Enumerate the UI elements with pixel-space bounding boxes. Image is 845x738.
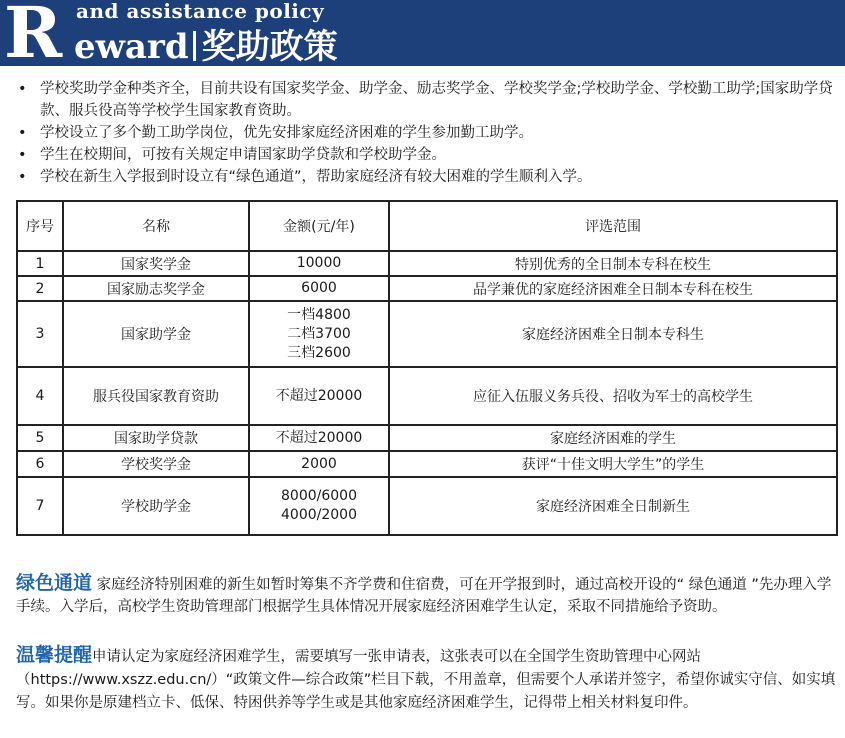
table-row [17, 477, 837, 535]
cell-name: 学校奖学金 [63, 451, 249, 477]
english-subtitle: and assistance policy [76, 0, 325, 23]
cell-amount: 6000 [249, 276, 389, 301]
cell-amount: 10000 [249, 251, 389, 276]
table-row [17, 367, 837, 425]
cell-name: 国家助学金 [63, 301, 249, 367]
cell-scope: 获评“十佳文明大学生”的学生 [389, 451, 837, 477]
cell-no: 7 [17, 477, 63, 535]
bullet-item: • 学生在校期间，可按有关规定申请国家助学贷款和学校助学金。 [16, 144, 836, 166]
cell-amount: 2000 [249, 451, 389, 477]
bullet-item: • 学校在新生入学报到时设立有“绿色通道”，帮助家庭经济有较大困难的学生顺利入学。 [16, 166, 836, 188]
cell-scope: 家庭经济困难的学生 [389, 425, 837, 451]
bullet-icon: • [18, 125, 27, 141]
cell-no: 6 [17, 451, 63, 477]
title-initial: R [4, 0, 63, 74]
cell-amount: 一档4800 二档3700 三档2600 [249, 301, 389, 367]
green-channel-text: 家庭经济特别困难的新生如暂时筹集不齐学费和住宿费，可在开学报到时，通过高校开设的“ 绿色通道 ”先办理入学手续。入学后，高校学生资助管理部门根据学生具体情况开展家庭经济困难学生认定，采取不同措施给予资助。 [16, 577, 832, 615]
cell-scope: 家庭经济困难全日制新生 [389, 477, 837, 535]
table-row [17, 276, 837, 301]
policy-bullet-list [16, 78, 836, 188]
cell-scope: 特别优秀的全日制本专科在校生 [389, 251, 837, 276]
cell-name: 国家助学贷款 [63, 425, 249, 451]
table-row [17, 301, 837, 367]
cell-no: 3 [17, 301, 63, 367]
table-row [17, 251, 837, 276]
header-scope: 评选范围 [389, 201, 837, 251]
cell-name: 服兵役国家教育资助 [63, 367, 249, 425]
cell-scope: 应征入伍服义务兵役、招收为军士的高校学生 [389, 367, 837, 425]
green-channel-heading: 绿色通道 [16, 572, 93, 594]
cell-no: 5 [17, 425, 63, 451]
table-row [17, 425, 837, 451]
bullet-icon: • [18, 169, 27, 185]
page-title [74, 28, 338, 66]
bullet-icon: • [18, 147, 27, 163]
table-row [17, 451, 837, 477]
title-english: eward [74, 27, 189, 67]
title-divider [193, 31, 196, 61]
header-name: 名称 [63, 201, 249, 251]
cell-amount: 8000/6000 4000/2000 [249, 477, 389, 535]
header-amount: 金额(元/年) [249, 201, 389, 251]
header-banner [0, 0, 845, 74]
header-no: 序号 [17, 201, 63, 251]
cell-no: 1 [17, 251, 63, 276]
green-channel-section [16, 572, 838, 618]
table-header-row [17, 201, 837, 251]
cell-no: 4 [17, 367, 63, 425]
reminder-heading: 温馨提醒 [16, 644, 93, 666]
cell-scope: 家庭经济困难全日制本专科生 [389, 301, 837, 367]
cell-amount: 不超过20000 [249, 425, 389, 451]
cell-name: 国家奖学金 [63, 251, 249, 276]
bullet-item: • 学校设立了多个勤工助学岗位，优先安排家庭经济困难的学生参加勤工助学。 [16, 122, 836, 144]
cell-amount: 不超过20000 [249, 367, 389, 425]
bullet-item: • 学校奖助学金种类齐全，目前共设有国家奖学金、助学金、励志奖学金、学校奖学金;学校助学金、学校勤工助学;国家助学贷款、服兵役高等学校学生国家教育资助。 [16, 78, 836, 122]
cell-name: 学校助学金 [63, 477, 249, 535]
cell-name: 国家励志奖学金 [63, 276, 249, 301]
cell-scope: 品学兼优的家庭经济困难全日制本专科在校生 [389, 276, 837, 301]
title-chinese: 奖助政策 [201, 27, 338, 67]
bullet-icon: • [18, 81, 27, 97]
cell-no: 2 [17, 276, 63, 301]
aid-table [16, 200, 838, 536]
reminder-text: 申请认定为家庭经济困难学生，需要填写一张申请表，这张表可以在全国学生资助管理中心网站（https://www.xszz.edu.cn/）“政策文件—综合政策”栏目下载，不用盖章，但需要个人承诺并签字，希望你诚实守信、如实填写。如果你是原建档立卡、低保、特困供养等学生或是其他家庭经济困难学生，记得带上相关材料复印件。 [16, 649, 836, 711]
reminder-section [16, 644, 838, 715]
